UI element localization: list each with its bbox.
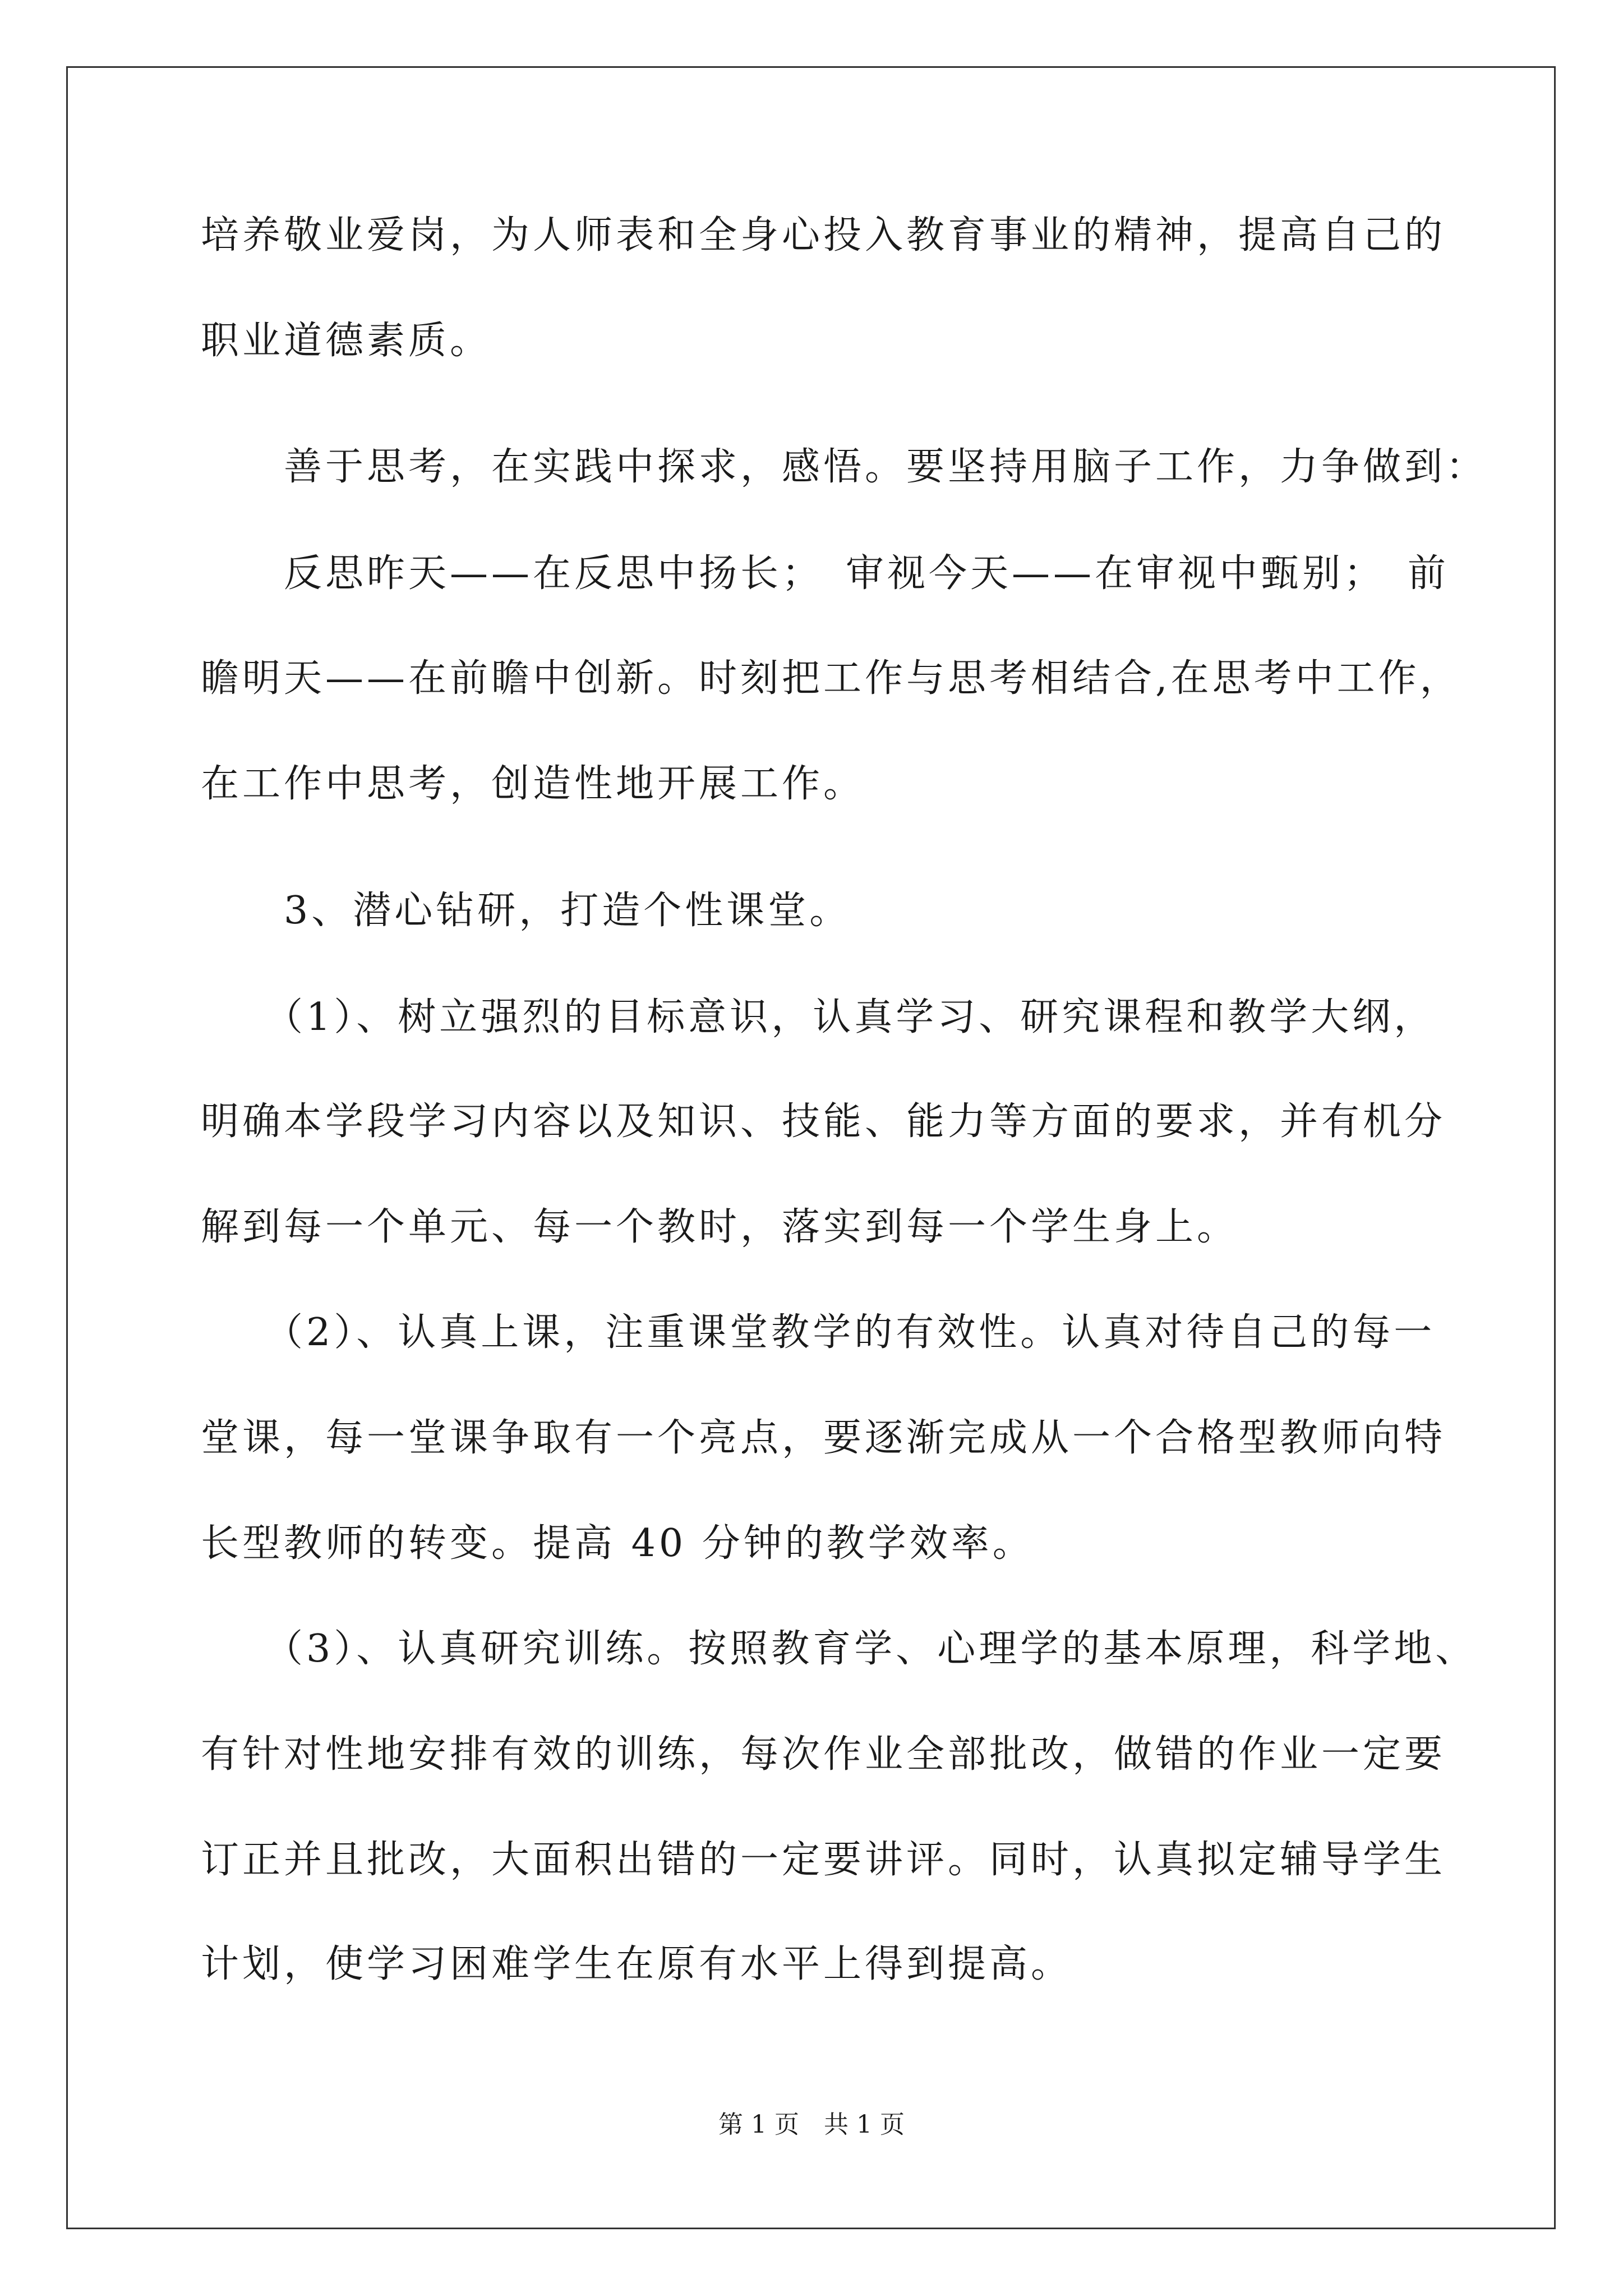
page-border <box>66 66 1556 2229</box>
body-text-line: 计划，使学习困难学生在原有水平上得到提高。 <box>201 1942 1073 1986</box>
body-text-line: 堂课，每一堂课争取有一个亮点，要逐渐完成从一个合格型教师向特 <box>201 1416 1446 1460</box>
body-text-line: 善于思考，在实践中探求，感悟。要坚持用脑子工作，力争做到： <box>201 445 1488 489</box>
body-text-line: 职业道德素质。 <box>201 319 492 363</box>
body-text-line: 瞻明天——在前瞻中创新。时刻把工作与思考相结合,在思考中工作， <box>201 656 1461 701</box>
body-text-line: 长型教师的转变。提高 40 分钟的教学效率。 <box>201 1521 1034 1566</box>
section-heading: 3、潜心钻研，打造个性课堂。 <box>201 889 851 933</box>
page-number-footer: 第 1 页 共 1 页 <box>718 2110 905 2139</box>
body-text-line: 有针对性地安排有效的训练，每次作业全部批改，做错的作业一定要 <box>201 1732 1446 1777</box>
body-text-line: 订正并且批改，大面积出错的一定要讲评。同时，认真拟定辅导学生 <box>201 1838 1446 1882</box>
body-text-line: （2）、认真上课，注重课堂教学的有效性。认真对待自己的每一 <box>201 1310 1436 1355</box>
body-text-line: （3）、认真研究训练。按照教育学、心理学的基本原理，科学地、 <box>201 1627 1477 1671</box>
body-text-line: 反思昨天——在反思中扬长； 审视今天——在审视中甄别； 前 <box>201 551 1450 596</box>
body-text-line: （1）、树立强烈的目标意识，认真学习、研究课程和教学大纲， <box>201 995 1436 1039</box>
body-text-line: 在工作中思考，创造性地开展工作。 <box>201 762 865 806</box>
body-text-line: 培养敬业爱岗，为人师表和全身心投入教育事业的精神，提高自己的 <box>201 213 1446 257</box>
body-text-line: 明确本学段学习内容以及知识、技能、能力等方面的要求，并有机分 <box>201 1099 1446 1144</box>
body-text-line: 解到每一个单元、每一个教时，落实到每一个学生身上。 <box>201 1205 1239 1249</box>
